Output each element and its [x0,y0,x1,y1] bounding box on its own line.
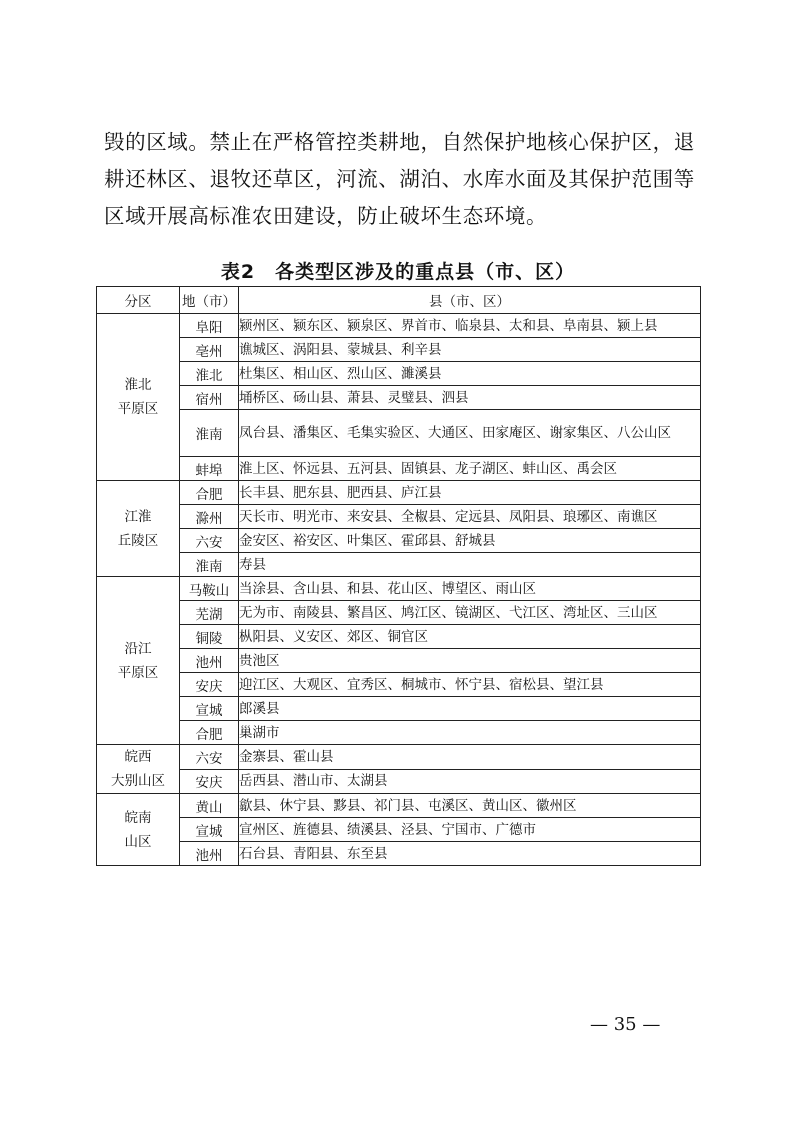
counties-cell: 淮上区、怀远县、五河县、固镇县、龙子湖区、蚌山区、禹会区 [239,457,701,481]
region-label-line: 淮北 [124,377,152,393]
city-cell: 安庆 [180,769,239,794]
counties-cell: 无为市、南陵县、繁昌区、鸠江区、镜湖区、弋江区、湾址区、三山区 [239,601,701,625]
counties-cell: 埇桥区、砀山县、萧县、灵璧县、泗县 [239,386,701,410]
paragraph-line: 区域开展高标准农田建设，防止破坏生态环境。 [104,204,548,228]
table-row [97,314,701,338]
table-caption: 表2 各类型区涉及的重点县（市、区） [220,261,576,283]
region-cell [97,481,180,577]
city-cell: 淮南 [180,553,239,577]
city-cell: 六安 [180,745,239,770]
counties-cell: 杜集区、相山区、烈山区、濉溪县 [239,362,701,386]
table-header-row [97,287,701,314]
counties-cell: 宣州区、旌德县、绩溪县、泾县、宁国市、广德市 [239,818,701,842]
city-cell: 合肥 [180,481,239,505]
table-row [97,625,701,649]
region-label-line: 沿江 [124,640,152,657]
region-cell [97,577,180,745]
counties-cell: 歙县、休宁县、黟县、祁门县、屯溪区、黄山区、徽州区 [239,794,701,818]
counties-cell: 长丰县、肥东县、肥西县、庐江县 [239,481,701,505]
counties-cell: 巢湖市 [239,721,701,745]
city-cell: 黄山 [180,794,239,818]
table-row [97,769,701,794]
region-label-line: 山区 [124,833,152,850]
paragraph-line: 耕还林区、退牧还草区，河流、湖泊、水库水面及其保护范围等 [104,167,695,191]
counties-cell: 凤台县、潘集区、毛集实验区、大通区、田家庵区、谢家集区、八公山区 [239,410,701,457]
header-counties: 县（市、区） [239,287,701,314]
region-cell [97,745,180,794]
counties-cell: 贵池区 [239,649,701,673]
region-label-line: 丘陵区 [117,532,159,549]
city-cell: 合肥 [180,721,239,745]
region-label-line: 江淮 [124,508,152,525]
region-label-line: 皖西 [124,749,152,765]
city-cell: 滁州 [180,505,239,529]
counties-cell: 枞阳县、义安区、郊区、铜官区 [239,625,701,649]
city-cell: 淮北 [180,362,239,386]
table-row [97,410,701,457]
table-row [97,697,701,721]
region-label-line: 平原区 [117,401,159,417]
region-label-line: 大别山区 [111,773,165,789]
table-row [97,601,701,625]
region-cell [97,794,180,866]
city-cell: 宿州 [180,386,239,410]
region-cell [97,314,180,481]
city-cell: 芜湖 [180,601,239,625]
city-cell: 铜陵 [180,625,239,649]
counties-cell: 当涂县、含山县、和县、花山区、博望区、雨山区 [239,577,701,601]
table-row [97,673,701,697]
table-row [97,529,701,553]
region-label-line: 平原区 [117,664,159,681]
counties-cell: 颍州区、颍东区、颍泉区、界首市、临泉县、太和县、阜南县、颍上县 [239,314,701,338]
header-city: 地（市） [180,287,239,314]
table-row [97,721,701,745]
counties-cell: 金寨县、霍山县 [239,745,701,770]
body-paragraph [104,124,704,235]
table-row [97,818,701,842]
city-cell: 宣城 [180,818,239,842]
city-cell: 六安 [180,529,239,553]
table-row [97,338,701,362]
counties-cell: 天长市、明光市、来安县、全椒县、定远县、凤阳县、琅琊区、南谯区 [239,505,701,529]
table-row [97,553,701,577]
table-row [97,649,701,673]
city-cell: 阜阳 [180,314,239,338]
table-row [97,457,701,481]
region-label-line: 皖南 [124,809,152,826]
city-cell: 马鞍山 [180,577,239,601]
counties-cell: 谯城区、涡阳县、蒙城县、利辛县 [239,338,701,362]
counties-cell: 寿县 [239,553,701,577]
key-counties-table [96,286,701,866]
city-cell: 淮南 [180,410,239,457]
table-row [97,842,701,866]
header-region: 分区 [97,287,180,314]
counties-cell: 迎江区、大观区、宜秀区、桐城市、怀宁县、宿松县、望江县 [239,673,701,697]
table-row [97,745,701,770]
counties-cell: 郎溪县 [239,697,701,721]
city-cell: 蚌埠 [180,457,239,481]
counties-cell: 金安区、裕安区、叶集区、霍邱县、舒城县 [239,529,701,553]
city-cell: 安庆 [180,673,239,697]
paragraph-line: 毁的区域。禁止在严格管控类耕地，自然保护地核心保护区，退 [104,130,695,154]
table-row [97,505,701,529]
counties-cell: 岳西县、潜山市、太湖县 [239,769,701,794]
city-cell: 池州 [180,649,239,673]
city-cell: 池州 [180,842,239,866]
table-row [97,794,701,818]
table-row [97,577,701,601]
table-row [97,481,701,505]
page-number: — 35 — [590,1014,661,1035]
city-cell: 宣城 [180,697,239,721]
counties-cell: 石台县、青阳县、东至县 [239,842,701,866]
table-row [97,386,701,410]
table-row [97,362,701,386]
city-cell: 亳州 [180,338,239,362]
